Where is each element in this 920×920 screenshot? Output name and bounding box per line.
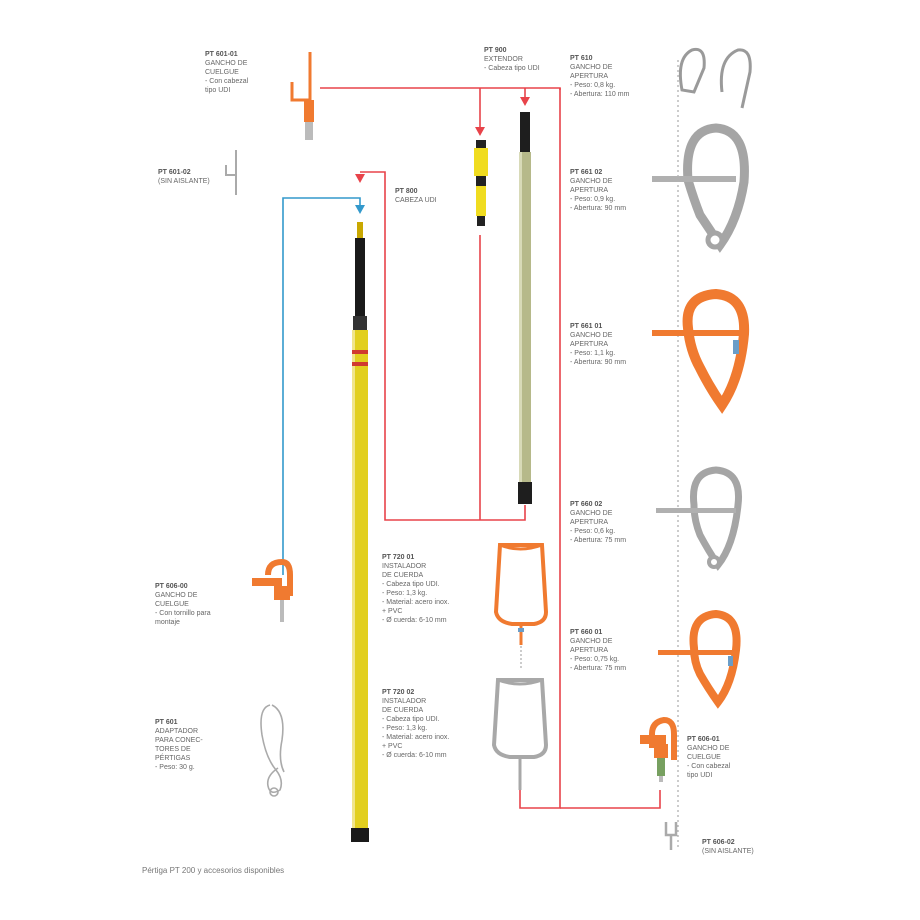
hook-pt66002 <box>656 470 739 567</box>
label-pt60602 <box>702 838 754 856</box>
label-line: - Con tornillo para <box>155 610 211 617</box>
label-code: PT 661 01 <box>570 323 603 330</box>
label-line: GANCHO DE <box>570 510 613 517</box>
label-line: - Peso: 1,1 kg. <box>570 350 616 357</box>
label-code: PT 601-01 <box>205 51 238 58</box>
label-pt66001 <box>570 628 626 673</box>
label-line: - Abertura: 90 mm <box>570 359 627 366</box>
label-line: - Abertura: 90 mm <box>570 205 627 212</box>
rope-installer-pt72001 <box>496 545 546 670</box>
label-line: - Abertura: 75 mm <box>570 665 627 672</box>
label-pt800 <box>395 187 437 205</box>
label-code: PT 606-02 <box>702 839 735 846</box>
extender-pole <box>518 112 532 504</box>
label-pt60601 <box>687 735 730 780</box>
label-line: GANCHO DE <box>570 64 613 71</box>
label-line: - Ø cuerda: 6-10 mm <box>382 752 447 759</box>
label-code: PT 606-00 <box>155 583 188 590</box>
label-line: tipo UDI <box>205 87 231 94</box>
udi-head <box>474 140 488 226</box>
label-line: INSTALADOR <box>382 698 427 705</box>
label-code: PT 660 02 <box>570 501 603 508</box>
label-line: - Peso: 30 g. <box>155 764 195 771</box>
label-line: GANCHO DE <box>570 332 613 339</box>
label-line: TORES DE <box>155 746 191 753</box>
label-line: APERTURA <box>570 519 608 526</box>
label-line: PÉRTIGAS <box>155 755 191 762</box>
label-line: CUELGUE <box>155 601 189 608</box>
label-line: - Material: acero inox. <box>382 599 450 606</box>
label-pt900 <box>484 46 540 73</box>
label-line: - Abertura: 75 mm <box>570 537 627 544</box>
label-line: CUELGUE <box>687 754 721 761</box>
label-line: montaje <box>155 619 180 626</box>
label-line: - Con cabezal <box>205 78 249 85</box>
blue-link-line <box>283 198 360 575</box>
label-code: PT 610 <box>570 55 593 62</box>
label-line: (SIN AISLANTE) <box>158 178 210 185</box>
label-code: PT 601 <box>155 719 178 726</box>
label-pt610 <box>570 54 629 99</box>
label-pt60101 <box>205 50 248 95</box>
label-line: - Cabeza tipo UDI. <box>382 581 440 588</box>
label-line: APERTURA <box>570 73 608 80</box>
label-line: INSTALADOR <box>382 563 427 570</box>
label-pt60600 <box>155 582 211 627</box>
label-line: GANCHO DE <box>570 638 613 645</box>
label-line: + PVC <box>382 608 403 615</box>
label-pt66102 <box>570 168 626 213</box>
label-line: - Ø cuerda: 6-10 mm <box>382 617 447 624</box>
label-line: EXTENDOR <box>484 56 523 63</box>
hook-pt60600 <box>252 562 290 622</box>
red-arrowheads <box>355 97 530 183</box>
label-code: PT 601-02 <box>158 169 191 176</box>
label-line: - Cabeza tipo UDI <box>484 65 540 72</box>
label-line: GANCHO DE <box>205 60 248 67</box>
label-code: PT 660 01 <box>570 629 603 636</box>
label-line: - Abertura: 110 mm <box>570 91 630 98</box>
hook-pt66001 <box>658 614 737 702</box>
label-line: DE CUERDA <box>382 707 424 714</box>
label-pt601 <box>155 718 203 772</box>
label-pt60102 <box>158 168 210 186</box>
hook-pt60602 <box>666 822 676 850</box>
label-line: APERTURA <box>570 187 608 194</box>
label-line: - Peso: 0,8 kg. <box>570 82 616 89</box>
label-line: GANCHO DE <box>687 745 730 752</box>
label-line: CUELGUE <box>205 69 239 76</box>
label-line: CABEZA UDI <box>395 197 437 204</box>
label-line: + PVC <box>382 743 403 750</box>
label-line: APERTURA <box>570 341 608 348</box>
label-code: PT 720 02 <box>382 689 415 696</box>
label-line: ADAPTADOR <box>155 728 199 735</box>
hook-pt60101 <box>292 52 314 140</box>
label-line: - Peso: 1,3 kg. <box>382 725 428 732</box>
label-line: GANCHO DE <box>570 178 613 185</box>
label-pt72002 <box>382 688 449 760</box>
label-line: - Cabeza tipo UDI. <box>382 716 440 723</box>
label-line: - Peso: 1,3 kg. <box>382 590 428 597</box>
label-pt66002 <box>570 500 626 545</box>
blue-arrowhead <box>355 205 365 214</box>
adapter-pt601 <box>261 705 284 796</box>
hook-pt610 <box>680 49 750 108</box>
label-code: PT 720 01 <box>382 554 415 561</box>
label-line: - Peso: 0,9 kg. <box>570 196 616 203</box>
label-line: - Con cabezal <box>687 763 731 770</box>
label-line: PARA CONEC- <box>155 737 203 744</box>
hook-pt66101 <box>652 294 744 405</box>
label-code: PT 900 <box>484 47 507 54</box>
label-line: (SIN AISLANTE) <box>702 848 754 855</box>
label-line: - Peso: 0,6 kg. <box>570 528 616 535</box>
label-line: DE CUERDA <box>382 572 424 579</box>
label-pt66101 <box>570 322 626 367</box>
label-line: GANCHO DE <box>155 592 198 599</box>
label-code: PT 606-01 <box>687 736 720 743</box>
label-line: - Material: acero inox. <box>382 734 450 741</box>
hook-pt66102 <box>652 128 744 247</box>
label-pt72001 <box>382 553 449 625</box>
hook-pt60601 <box>640 720 674 782</box>
label-line: APERTURA <box>570 647 608 654</box>
main-pole <box>351 222 369 842</box>
label-line: tipo UDI <box>687 772 713 779</box>
hook-pt60102 <box>226 150 236 195</box>
figure-caption: Pértiga PT 200 y accesorios disponibles <box>142 866 285 875</box>
label-code: PT 800 <box>395 188 418 195</box>
label-line: - Peso: 0,75 kg. <box>570 656 620 663</box>
rope-installer-pt72002 <box>494 680 546 790</box>
label-code: PT 661 02 <box>570 169 603 176</box>
